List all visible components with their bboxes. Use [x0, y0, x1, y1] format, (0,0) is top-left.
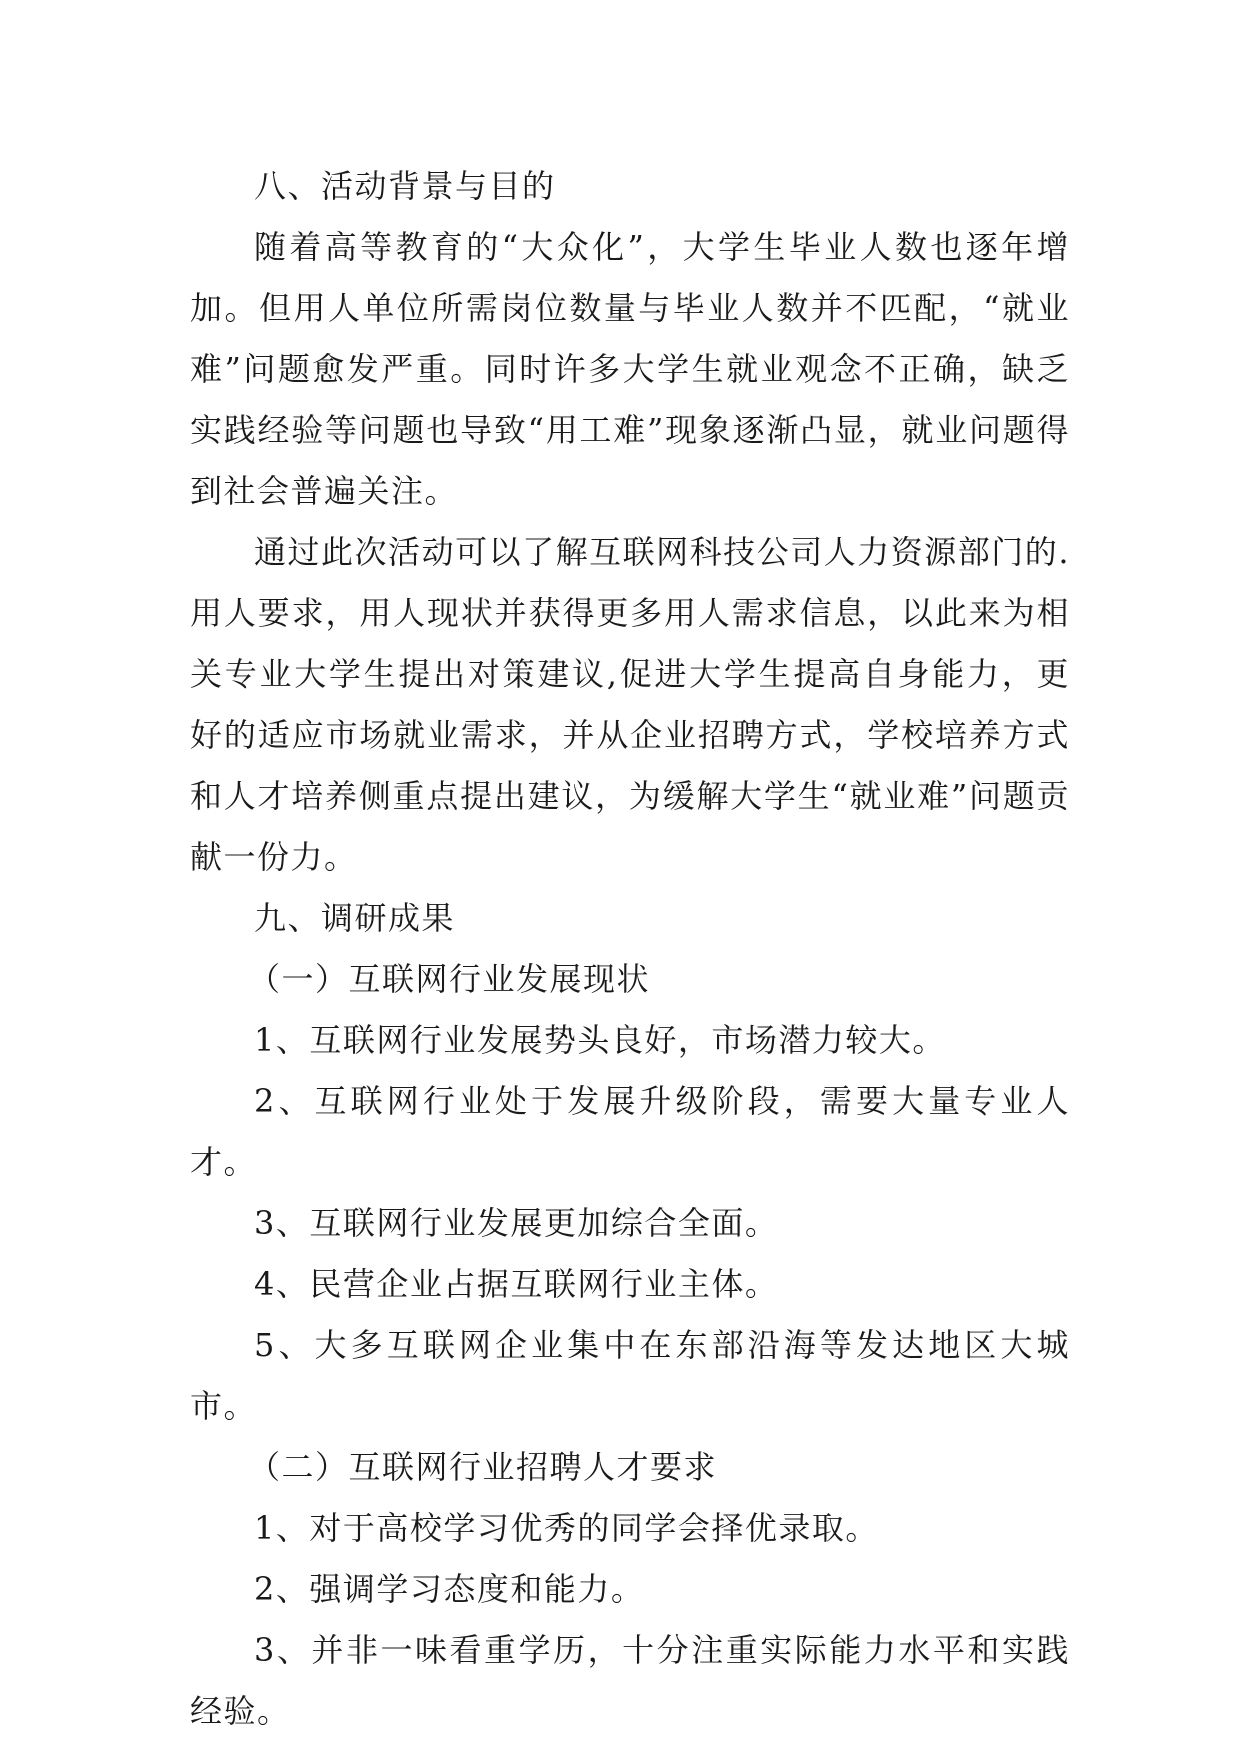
section-heading-results: 九、调研成果	[254, 899, 456, 937]
list-item: 1、对于高校学习优秀的同学会择优录取。	[254, 1509, 879, 1547]
paragraph-background: 随着高等教育的“大众化”，大学生毕业人数也逐年增加。但用人单位所需岗位数量与毕业人数并不匹配，“就业难”问题愈发严重。同时许多大学生就业观念不正确，缺乏实践经验等问题也导致“用工难”现象逐渐凸显，就业问题得到社会普遍关注。	[190, 228, 1070, 510]
list-item: 2、强调学习态度和能力。	[254, 1570, 645, 1608]
list-item: 3、并非一味看重学历，十分注重实际能力水平和实践经验。	[190, 1631, 1070, 1730]
list-item: 4、民营企业占据互联网行业主体。	[254, 1265, 779, 1303]
list-item: 5、大多互联网企业集中在东部沿海等发达地区大城市。	[190, 1326, 1070, 1425]
subsection-heading-industry-status: （一）互联网行业发展现状	[248, 960, 651, 998]
list-item: 3、互联网行业发展更加综合全面。	[254, 1204, 779, 1242]
subsection-heading-recruitment-requirements: （二）互联网行业招聘人才要求	[248, 1448, 718, 1486]
section-heading-background: 八、活动背景与目的	[254, 167, 556, 205]
list-item: 1、互联网行业发展势头良好，市场潜力较大。	[254, 1021, 946, 1059]
paragraph-purpose: 通过此次活动可以了解互联网科技公司人力资源部门的.用人要求，用人现状并获得更多用人需求信息，以此来为相关专业大学生提出对策建议,促进大学生提高自身能力，更好的适应市场就业需求，并从企业招聘方式，学校培养方式和人才培养侧重点提出建议，为缓解大学生“就业难”问题贡献一份力。	[190, 533, 1070, 876]
list-item: 2、互联网行业处于发展升级阶段，需要大量专业人才。	[190, 1082, 1070, 1181]
document-body	[190, 156, 1070, 1742]
